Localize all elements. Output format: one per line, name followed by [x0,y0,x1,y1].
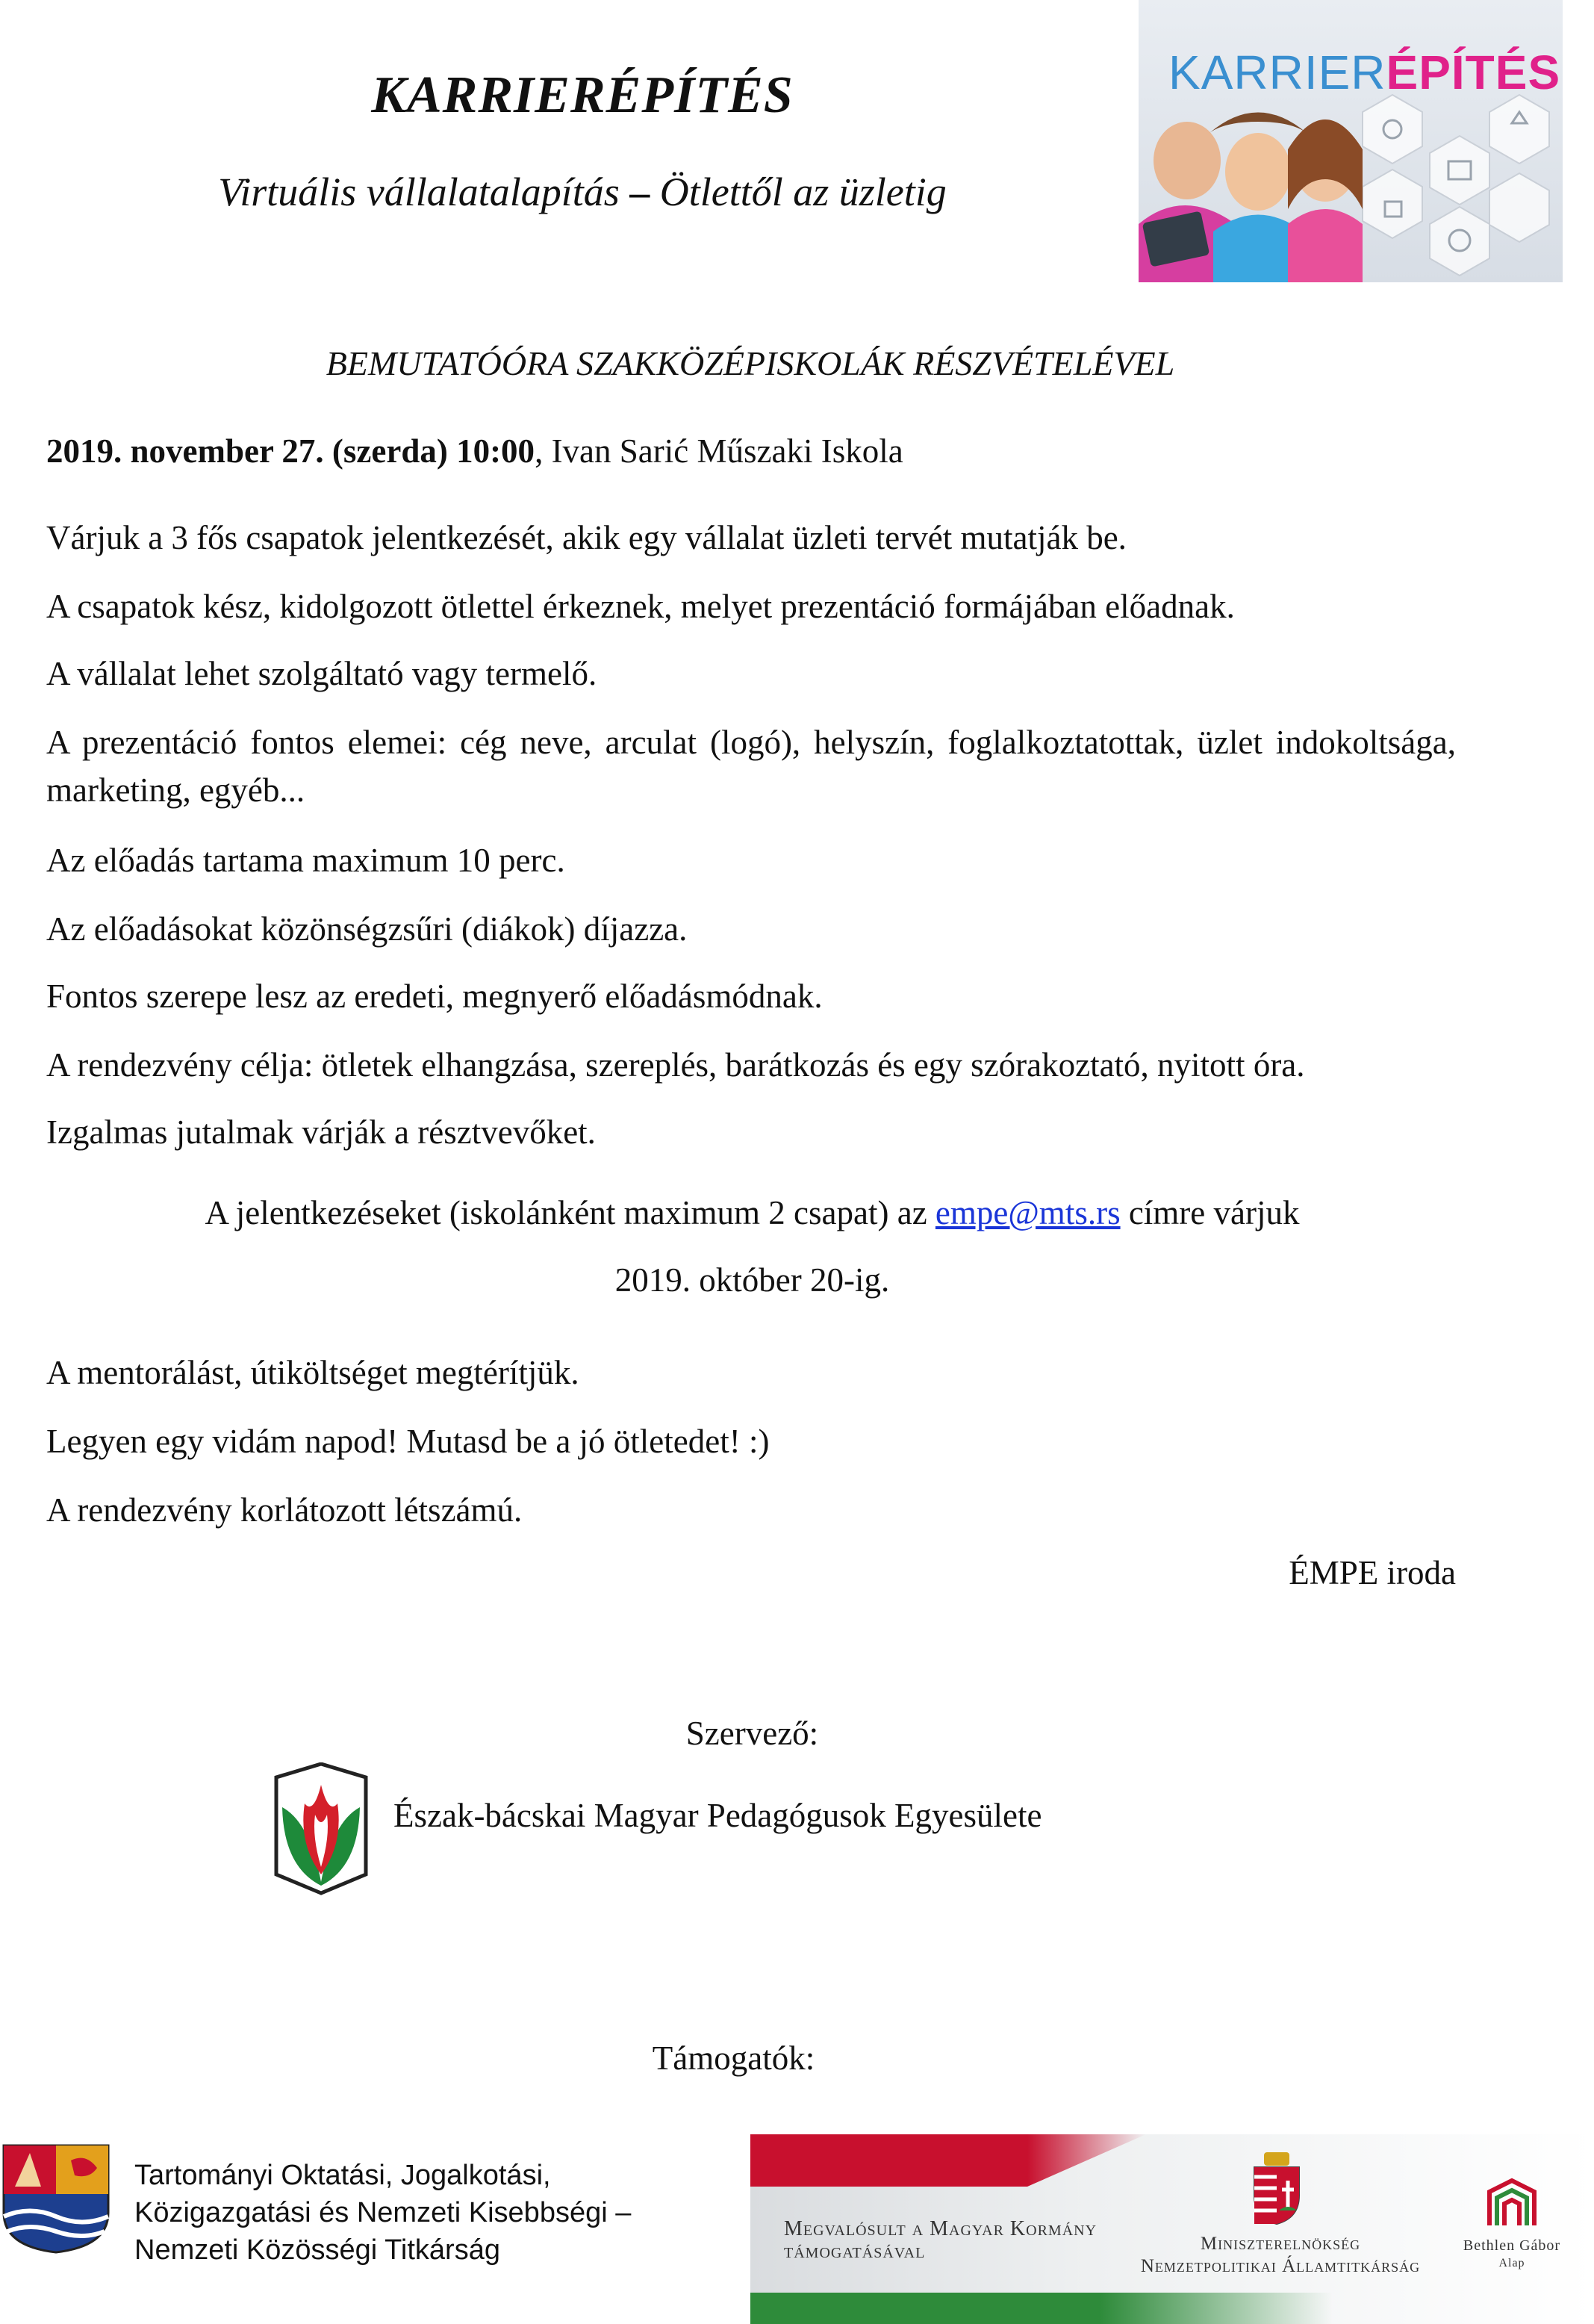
organizer-name: Észak-bácskai Magyar Pedagógusok Egyesülete [393,1797,1042,1834]
fund-line: Alap [1498,2257,1525,2269]
banner-hexagon-pattern [1139,0,1563,282]
closing-line: A mentorálást, útiköltséget megtérítjük. [46,1354,579,1391]
closing-line: A rendezvény korlátozott létszámú. [46,1491,523,1529]
banner-title [1168,45,1560,100]
karrierepites-banner-image [1139,0,1563,282]
secretariat-name [134,2157,631,2269]
gov-support-text [784,2218,1097,2263]
ministry-line: Nemzetpolitikai Államtitkárság [1140,2256,1421,2276]
banner-green-stripe [750,2293,1333,2324]
subtitle-part-1: Virtuális vállalatalapítás [218,170,620,214]
paragraph: Izgalmas jutalmak várják a résztvevőket. [46,1113,596,1151]
event-location: , Ivan Sarić Műszaki Iskola [535,432,903,470]
paragraph: A prezentáció fontos elemei: cég neve, arculat (logó), helyszín, foglalkoztatottak, üzlet indokoltsága, marketing, egyéb... [46,724,1456,809]
document-title: KARRIERÉPÍTÉS [371,66,794,124]
subtitle-part-2: Ötlettől az üzletig [659,170,947,214]
event-date-line [46,427,1456,475]
closing-line: Legyen egy vidám napod! Mutasd be a jó ötletedet! :) [46,1423,770,1460]
banner-word-epites: ÉPÍTÉS [1386,46,1561,99]
signature: ÉMPE iroda [1289,1554,1456,1591]
event-date: 2019. november 27. (szerda) 10:00 [46,432,535,470]
subtitle-dash: – [629,170,650,214]
paragraph: Fontos szerepe lesz az eredeti, megnyerő előadásmódnak. [46,978,823,1015]
paragraph: A rendezvény célja: ötletek elhangzása, szereplés, barátkozás és egy szórakoztató, nyitott óra. [46,1046,1305,1084]
fund-text [1456,2237,1568,2272]
gov-support-line: Megvalósult a Magyar Kormány [784,2217,1098,2240]
gov-support-line: támogatásával [784,2240,926,2263]
registration-email-link[interactable]: empe@mts.rs [935,1194,1121,1231]
registration-text-before: A jelentkezéseket (iskolánként maximum 2 csapat) az [205,1194,935,1231]
secretariat-line: Tartományi Oktatási, Jogalkotási, [134,2160,551,2191]
tulip-logo-icon [269,1762,373,1897]
ministry-office-text [1131,2233,1430,2278]
document-subtitle [0,169,1165,215]
sponsors-label: Támogatók: [652,2039,815,2077]
paragraph: Az előadásokat közönségzsűri (diákok) díjazza. [46,910,688,948]
secretariat-line: Nemzeti Közösségi Titkárság [134,2234,500,2266]
registration-line [0,1193,1504,1232]
paragraph: A csapatok kész, kidolgozott ötlettel érkeznek, melyet prezentáció formájában előadnak. [46,588,1235,625]
registration-text-after: címre várjuk [1120,1194,1300,1231]
fund-line: Bethlen Gábor [1463,2237,1561,2254]
paragraph: Az előadás tartama maximum 10 perc. [46,842,565,879]
banner-word-karrier: KARRIER [1168,46,1386,99]
paragraph: Várjuk a 3 fős csapatok jelentkezését, akik egy vállalat üzleti tervét mutatják be. [46,519,1127,556]
event-heading: BEMUTATÓÓRA SZAKKÖZÉPISKOLÁK RÉSZVÉTELÉVEL [326,344,1175,382]
vojvodina-coat-of-arms-icon [0,2142,112,2254]
secretariat-line: Közigazgatási és Nemzeti Kisebbségi – [134,2197,632,2228]
bethlen-gabor-fund-logo-icon [1486,2177,1538,2229]
organizer-label: Szervező: [685,1715,819,1752]
registration-deadline: 2019. október 20-ig. [614,1261,890,1299]
hungarian-coat-of-arms-icon [1251,2151,1303,2225]
paragraph: A vállalat lehet szolgáltató vagy termelő. [46,655,597,692]
ministry-line: Miniszterelnökség [1200,2234,1361,2254]
